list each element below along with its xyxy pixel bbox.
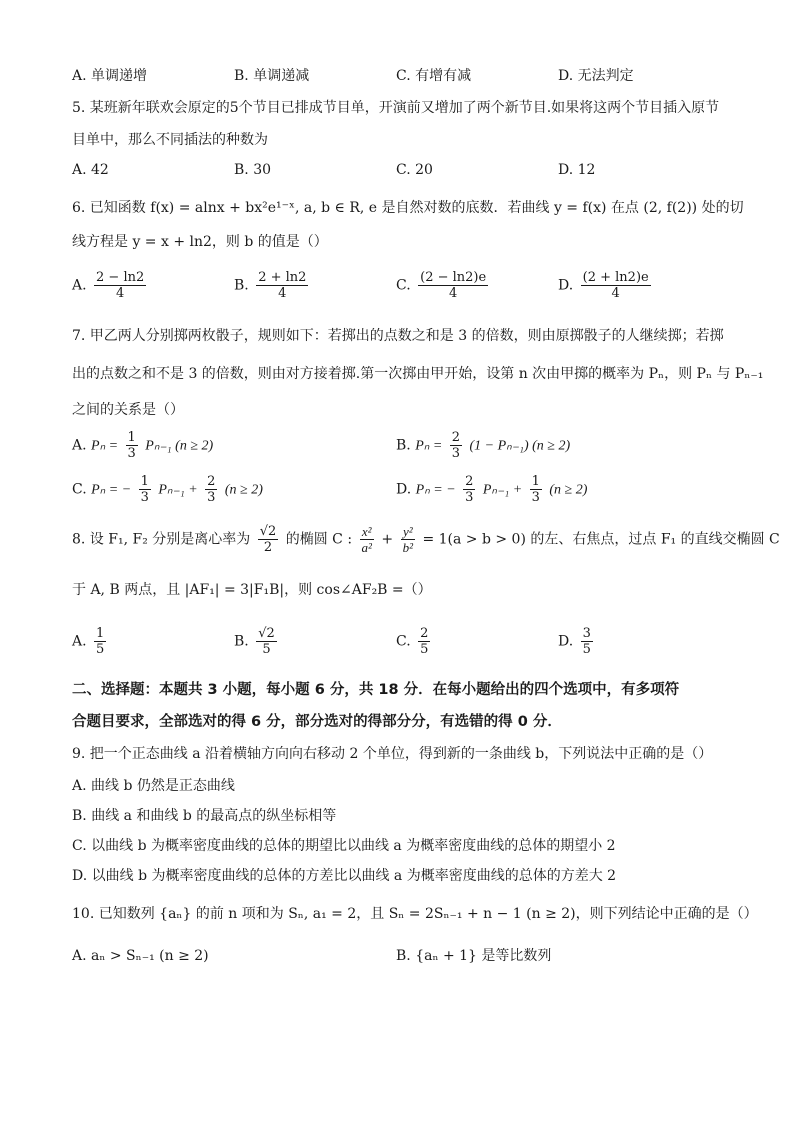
option-label: D.: [558, 277, 574, 294]
denominator: 3: [207, 490, 216, 505]
numerator: 1: [140, 474, 149, 489]
y-fraction: [401, 524, 415, 555]
q8-option-d: [558, 626, 596, 657]
q6-stem-line1: 6. 已知函数 f(x) = alnx + bx²e¹⁻ˣ, a, b ∈ R, e 是自然对数的底数．若曲线 y = f(x) 在点 (2, f(2)) 处的切: [72, 200, 744, 216]
option-label: B.: [234, 633, 249, 650]
q8-stem-line2: 于 A, B 两点，且 |AF₁| = 3|F₁B|，则 cos∠AF₂B =（）: [72, 582, 432, 598]
denominator: 4: [115, 286, 125, 301]
q7-stem-line1: 7. 甲乙两人分别掷两枚骰子，规则如下：若掷出的点数之和是 3 的倍数，则由原掷骰子的人继续掷；若掷: [72, 328, 724, 344]
q5-option-c: C. 20: [396, 162, 433, 178]
fraction: [126, 430, 138, 461]
q10-stem: 10. 已知数列 {aₙ} 的前 n 项和为 Sₙ, a₁ = 2，且 Sₙ = 2Sₙ₋₁ + n − 1 (n ≥ 2)，则下列结论中正确的是（）: [72, 906, 758, 922]
numerator: √2: [259, 524, 277, 539]
denominator: 3: [140, 490, 149, 505]
q9-option-c: C. 以曲线 b 为概率密度曲线的总体的期望比以曲线 a 为概率密度曲线的总体的期望小 2: [72, 838, 616, 854]
q9-stem: 9. 把一个正态曲线 a 沿着横轴方向向右移动 2 个单位，得到新的一条曲线 b，下列说法中正确的是（）: [72, 746, 713, 762]
q6-option-b: [234, 270, 311, 301]
q10-option-a: A. aₙ > Sₙ₋₁ (n ≥ 2): [72, 948, 209, 964]
denominator: 5: [96, 642, 105, 657]
option-label: A.: [72, 437, 87, 454]
q5-option-b: B. 30: [234, 162, 272, 178]
numerator: 1: [127, 430, 136, 445]
denominator: 5: [262, 642, 271, 657]
fraction: [94, 626, 106, 657]
section2-heading-line1: 二、选择题：本题共 3 小题，每小题 6 分，共 18 分．在每小题给出的四个选项中，有多项符: [72, 682, 680, 698]
option-label: B.: [234, 277, 249, 294]
q6-option-c: [396, 270, 491, 301]
option-label: C.: [396, 633, 411, 650]
formula-part: (n ≥ 2): [224, 482, 263, 498]
formula-part: Pₙ₋₁ +: [158, 482, 198, 498]
fraction: [581, 626, 593, 657]
plus-sign: +: [381, 531, 394, 548]
formula-part: Pₙ = −: [91, 482, 132, 498]
numerator: y²: [402, 524, 413, 539]
q7-option-b: [396, 430, 570, 461]
q8-option-c: [396, 626, 433, 657]
x-fraction: [360, 524, 374, 555]
fraction: [94, 270, 146, 301]
q9-option-d: D. 以曲线 b 为概率密度曲线的总体的方差比以曲线 a 为概率密度曲线的总体的方差大 2: [72, 868, 617, 884]
numerator: x²: [361, 524, 372, 539]
fraction: [256, 270, 308, 301]
denominator: 3: [127, 446, 136, 461]
formula-part: Pₙ₋₁ (n ≥ 2): [145, 438, 214, 454]
q5-option-a: A. 42: [72, 162, 109, 178]
fraction: [418, 626, 430, 657]
formula-part: (1 − Pₙ₋₁) (n ≥ 2): [469, 438, 571, 454]
q8-option-a: [72, 626, 109, 657]
q7-option-c: [72, 474, 263, 505]
numerator: 1: [96, 626, 105, 641]
numerator: 2: [451, 430, 461, 445]
q5-stem-line1: 5. 某班新年联欢会原定的5个节目已排成节目单，开演前又增加了两个新节目.如果将这两个节目插入原节: [72, 100, 720, 116]
q7-option-d: [396, 474, 587, 505]
numerator: 2: [465, 474, 474, 489]
q5-stem-line2: 目单中，那么不同插法的种数为: [72, 132, 268, 148]
numerator: √2: [258, 626, 275, 641]
denominator: 5: [420, 642, 429, 657]
fraction: [418, 270, 488, 301]
numerator: (2 − ln2)e: [420, 270, 487, 285]
option-label: A.: [72, 633, 87, 650]
q8-stem-line1: [72, 524, 780, 555]
q6-stem-line2: 线方程是 y = x + ln2，则 b 的值是（）: [72, 234, 328, 250]
q5-option-d: D. 12: [558, 162, 596, 178]
q4-option-b: B. 单调递减: [234, 68, 310, 84]
denominator: b²: [402, 540, 413, 555]
q7-option-a: [72, 430, 213, 461]
option-label: D.: [558, 633, 574, 650]
denominator: 4: [449, 286, 458, 301]
fraction: [450, 430, 462, 461]
numerator: 3: [582, 626, 591, 641]
q8-pre: 8. 设 F₁, F₂ 分别是离心率为: [72, 531, 251, 548]
numerator: 2: [420, 626, 429, 641]
denominator: 5: [582, 642, 591, 657]
q6-option-d: [558, 270, 654, 301]
fraction: [139, 474, 151, 505]
denominator: 4: [611, 286, 620, 301]
q4-option-d: D. 无法判定: [558, 68, 634, 84]
formula-part: Pₙ₋₁ +: [482, 482, 523, 498]
formula-part: Pₙ = −: [415, 482, 456, 498]
fraction: [256, 626, 277, 657]
fraction: [530, 474, 542, 505]
denominator: 4: [278, 286, 287, 301]
formula-part: (n ≥ 2): [549, 482, 588, 498]
eccentricity-fraction: [258, 524, 279, 555]
q10-option-b: B. {aₙ + 1} 是等比数列: [396, 948, 552, 964]
q8-mid: 的椭圆 C :: [285, 531, 353, 548]
q8-option-b: [234, 626, 280, 657]
fraction: [205, 474, 217, 505]
q4-option-a: A. 单调递增: [72, 68, 148, 84]
denominator: a²: [361, 540, 372, 555]
q7-stem-line3: 之间的关系是（）: [72, 402, 184, 418]
denominator: 3: [451, 446, 461, 461]
numerator: 2: [207, 474, 216, 489]
q8-post: = 1(a > b > 0) 的左、右焦点，过点 F₁ 的直线交椭圆 C: [422, 531, 780, 548]
numerator: (2 + ln2)e: [582, 270, 649, 285]
option-label: C.: [72, 481, 87, 498]
numerator: 2 − ln2: [96, 270, 145, 285]
fraction: [463, 474, 475, 505]
q9-option-a: A. 曲线 b 仍然是正态曲线: [72, 778, 235, 794]
formula-part: Pₙ =: [91, 438, 119, 454]
q6-option-a: [72, 270, 149, 301]
option-label: D.: [396, 481, 412, 498]
denominator: 3: [531, 490, 540, 505]
q4-option-c: C. 有增有减: [396, 68, 472, 84]
option-label: A.: [72, 277, 87, 294]
formula-part: Pₙ =: [415, 438, 443, 454]
numerator: 1: [531, 474, 540, 489]
q9-option-b: B. 曲线 a 和曲线 b 的最高点的纵坐标相等: [72, 808, 337, 824]
option-label: C.: [396, 277, 411, 294]
numerator: 2 + ln2: [258, 270, 307, 285]
fraction: [581, 270, 651, 301]
q7-stem-line2: 出的点数之和不是 3 的倍数，则由对方接着掷.第一次掷由甲开始，设第 n 次由甲掷的概率为 Pₙ，则 Pₙ 与 Pₙ₋₁: [72, 366, 764, 382]
section2-heading-line2: 合题目要求，全部选对的得 6 分，部分选对的得部分分，有选错的得 0 分．: [72, 714, 562, 730]
denominator: 2: [263, 540, 273, 555]
denominator: 3: [465, 490, 474, 505]
option-label: B.: [396, 437, 411, 454]
